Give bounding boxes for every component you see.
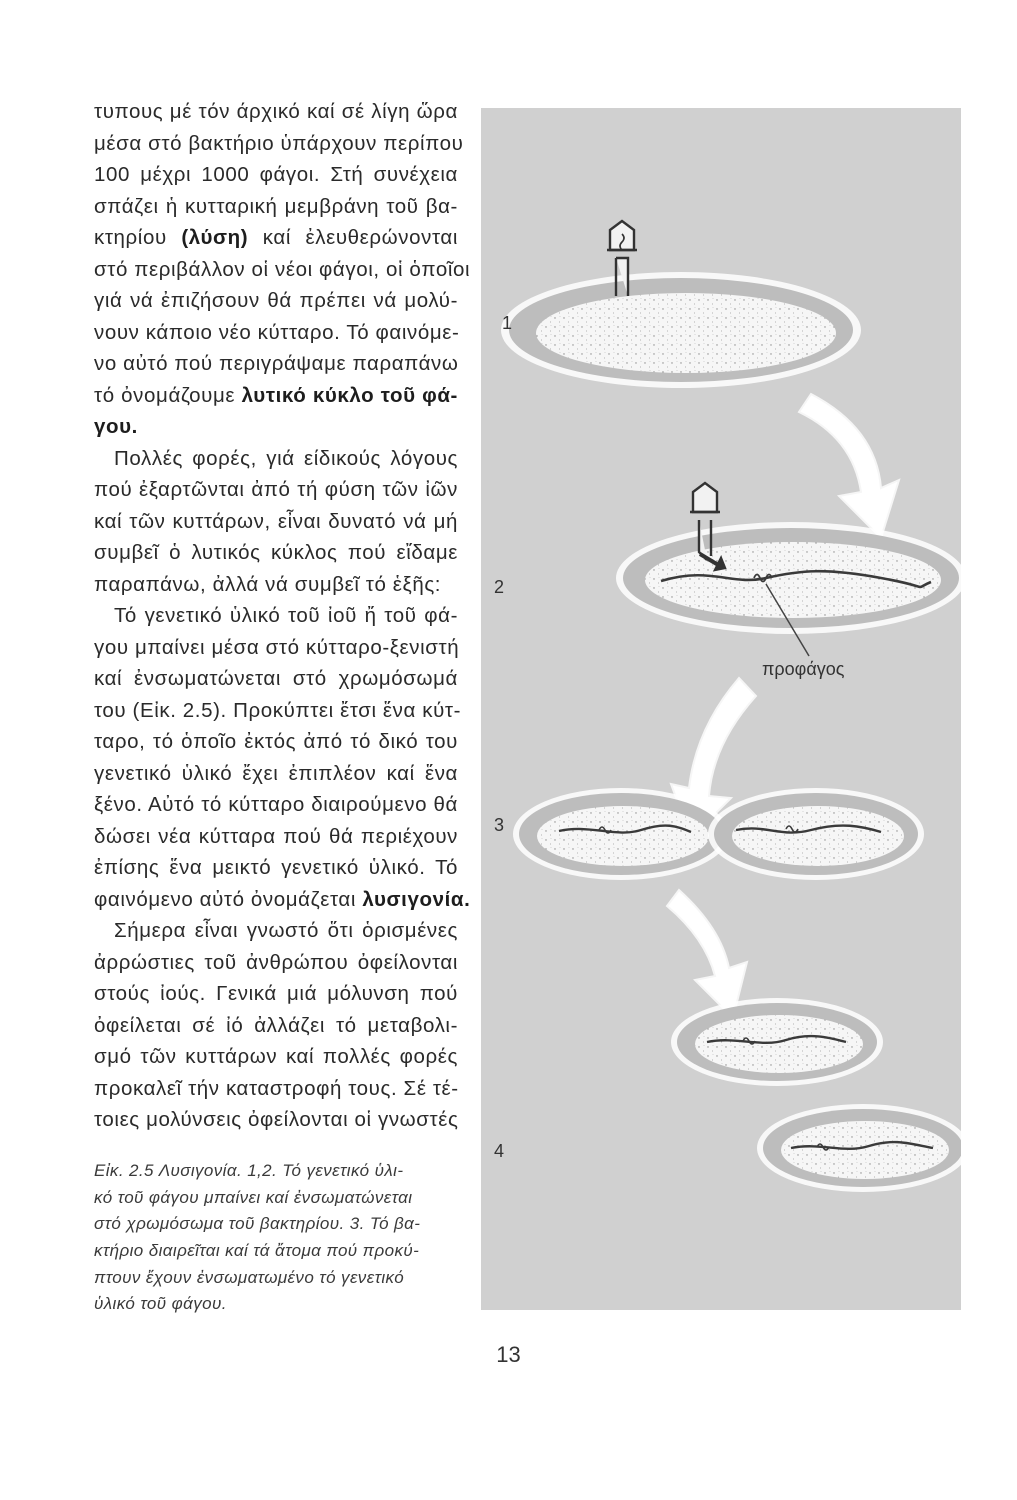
text-line: ξένο. Αὐτό τό κύτταρο διαιρούμενο θά: [94, 793, 458, 816]
term-lysis: (λύση): [181, 226, 249, 249]
text-line: του (Εἰκ. 2.5). Προκύπτει ἔτσι ἕνα κύτ-: [94, 698, 462, 722]
text-line: τό ὀνομάζουμε λυτικό κύκλο τοῦ φά-: [94, 383, 458, 407]
body-text: [94, 96, 471, 1136]
bacterium-step1: [501, 272, 861, 388]
text-line: πού ἐξαρτῶνται ἀπό τή φύση τῶν ἰῶν: [94, 478, 458, 501]
text-line: φαινόμενο αὐτό ὀνομάζεται λυσιγονία.: [94, 887, 471, 911]
text-line: γιά νά ἐπιζήσουν θά πρέπει νά μολύ-: [94, 289, 458, 312]
text-line: ταρο, τό ὁποῖο ἐκτός ἀπό τό δικό του: [94, 730, 458, 753]
text-line: γου μπαίνει μέσα στό κύτταρο-ξενιστή: [94, 635, 460, 659]
caption-line: κό τοῦ φάγου μπαίνει καί ἐνσωματώνεται: [94, 1187, 413, 1207]
caption-line: ὑλικό τοῦ φάγου.: [94, 1294, 227, 1314]
bacterium-step3-left: [513, 788, 729, 880]
text-line: ὀφείλεται σέ ἰό ἀλλάζει τό μεταβολι-: [94, 1013, 458, 1037]
step-label-4: 4: [494, 1141, 505, 1161]
text-line: γενετικό ὑλικό ἔχει ἐπιπλέον καί ἕνα: [94, 761, 458, 785]
caption-line: Εἰκ. 2.5 Λυσιγονία. 1,2. Τό γενετικό ὑλι-: [94, 1161, 404, 1180]
text-line: Τό γενετικό ὑλικό τοῦ ἰοῦ ἤ τοῦ φά-: [114, 604, 458, 627]
text-line: Πολλές φορές, γιά είδικούς λόγους: [114, 446, 458, 470]
text-line: παραπάνω, ἀλλά νά συμβεῖ τό ἑξῆς:: [94, 572, 442, 596]
text-line: τοιες μολύνσεις ὀφείλονται οἱ γνωστές: [94, 1108, 459, 1131]
text-line: στούς ἰούς. Γενικά μιά μόλυνση πού: [94, 982, 458, 1005]
caption-line: πτουν ἔχουν ἐνσωματωμένο τό γενετικό: [94, 1267, 405, 1287]
text-line: νο αὐτό πού περιγράψαμε παραπάνω: [94, 352, 459, 375]
term-lytic-cycle: λυτικό κύκλο τοῦ φά-: [241, 383, 458, 407]
figure-caption: [94, 1158, 458, 1318]
text-line: γου.: [94, 415, 138, 438]
text-line: μέσα στό βακτήριο ὑπάρχουν περίπου: [94, 131, 464, 155]
text-line: δώσει νέα κύτταρα πού θά περιέχουν: [94, 824, 458, 848]
bacterium-step4-bottom: [757, 1104, 961, 1192]
text-line: καί ἐνσωματώνεται στό χρωμόσωμά: [94, 667, 458, 690]
bacterium-step3-right: [708, 788, 924, 880]
text-line: συμβεῖ ὁ λυτικός κύκλος πού εἴδαμε: [94, 541, 458, 564]
text-line: ἐπίσης ἕνα μεικτό γενετικό ὑλικό. Τό: [94, 856, 458, 879]
step-label-2: 2: [494, 577, 505, 597]
text-line: ἀρρώστιες τοῦ ἀνθρώπου ὀφείλονται: [94, 950, 458, 974]
bacterium-step4-top: [671, 998, 883, 1086]
caption-line: κτήριο διαιρεῖται καί τά ἄτομα πού προκύ-: [94, 1241, 420, 1261]
prophage-label: προφάγος: [762, 659, 845, 679]
text-line: σπάζει ἡ κυτταρική μεμβράνη τοῦ βα-: [94, 194, 458, 218]
text-line: τυπους μέ τόν άρχικό καί σέ λίγη ὥρα: [94, 100, 458, 123]
step-label-3: 3: [494, 815, 505, 835]
text-line: Σήμερα εἶναι γνωστό ὅτι ὁρισμένες: [114, 919, 458, 942]
text-line: νουν κάποιο νέο κύτταρο. Τό φαινόμε-: [94, 320, 460, 344]
lysogeny-figure: [481, 108, 961, 1310]
text-line: καί τῶν κυττάρων, εἶναι δυνατό νά μή: [94, 509, 458, 533]
text-line: σμό τῶν κυττάρων καί πολλές φορές: [94, 1045, 458, 1068]
step-label-1: 1: [502, 313, 513, 333]
page-number: 13: [496, 1342, 521, 1367]
caption-line: στό χρωμόσωμα τοῦ βακτηρίου. 3. Τό βα-: [94, 1214, 421, 1234]
text-line: 100 μέχρι 1000 φάγοι. Στή συνέχεια: [94, 163, 458, 186]
text-line: κτηρίου (λύση) καί ἐλευθερώνονται: [94, 226, 459, 249]
term-lysogeny: λυσιγονία.: [362, 887, 471, 911]
text-line: προκαλεῖ τήν καταστροφή τους. Σέ τέ-: [94, 1076, 459, 1100]
text-line: στό περιβάλλον οἱ νέοι φάγοι, οἱ ὁποῖοι: [94, 257, 471, 281]
